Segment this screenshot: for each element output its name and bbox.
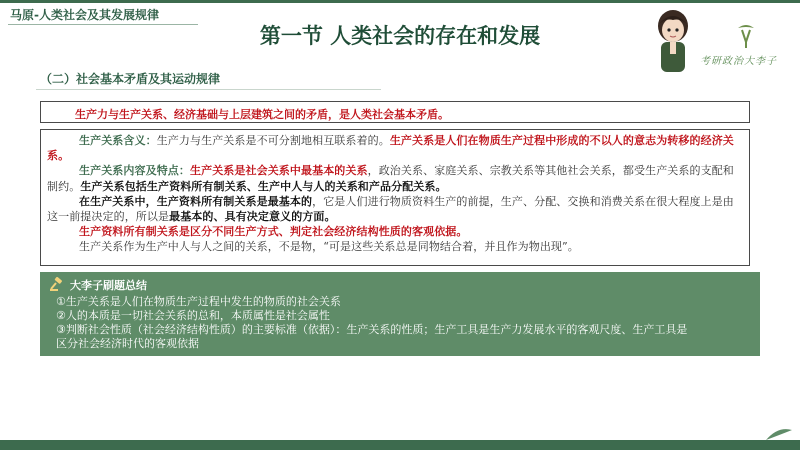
summary-title: 大李子刷题总结 — [70, 279, 147, 292]
paragraph-content-features: 生产关系内容及特点：生产关系是社会关系中最基本的关系，政治关系、家庭关系、宗教关系等其他社会关系，都受生产关系的支配和制约。生产关系包括生产资料所有制关系、生产中人与人的关系和产品分配关系。 — [47, 164, 734, 193]
summary-line: ①生产关系是人们在物质生产过程中发生的物质的社会关系 — [56, 295, 341, 308]
paragraph-definition: 生产关系含义：生产力与生产关系是不可分割地相互联系着的。生产关系是人们在物质生产过程中形成的不以人的意志为转移的经济关系。 — [47, 134, 734, 163]
avatar — [650, 6, 696, 74]
key-statement-box — [40, 101, 750, 123]
summary-line: ③判断社会性质（社会经济结构性质）的主要标准（依据）：生产关系的性质；生产工具是生产力发展水平的客观尺度、生产工具是 — [56, 323, 688, 336]
content-box — [40, 129, 750, 266]
summary-line: ②人的本质是一切社会关系的总和，本质属性是社会属性 — [56, 309, 330, 322]
key-statement: 生产力与生产关系、经济基础与上层建筑之间的矛盾，是人类社会基本矛盾。 — [75, 108, 449, 121]
label-content-features: 生产关系内容及特点： — [79, 164, 190, 178]
section-heading: （二）社会基本矛盾及其运动规律 — [40, 72, 221, 86]
breadcrumb: 马原-人类社会及其发展规律 — [10, 8, 159, 22]
top-accent-line — [0, 0, 800, 3]
paragraph-quote: 生产关系作为生产中人与人之间的关系，不是物，“可是这些关系总是同物结合着，并且作为物出现”。 — [79, 240, 579, 254]
emphasis-definition: 生产关系是人们在物质生产过程中形成的不以人的意志为转移的经济关系。 — [47, 134, 734, 163]
gavel-icon — [50, 277, 64, 291]
summary-line: 区分社会经济时代的客观依据 — [56, 337, 199, 350]
paragraph-ownership: 在生产关系中，生产资料所有制关系是最基本的，它是人们进行物质资料生产的前提，生产、分配、交换和消费关系在很大程度上是由这一前提决定的，所以是最基本的、具有决定意义的方面。 — [47, 194, 734, 224]
paragraph-criterion: 生产资料所有制关系是区分不同生产方式、判定社会经济结构性质的客观依据。 — [79, 225, 468, 239]
bottom-accent-bar — [0, 440, 800, 450]
summary-panel — [40, 272, 760, 356]
brand-name: 考研政治大李子 — [700, 56, 777, 67]
section-underline — [36, 89, 381, 90]
label-definition: 生产关系含义： — [79, 134, 157, 147]
page-title: 第一节 人类社会的存在和发展 — [259, 23, 541, 48]
